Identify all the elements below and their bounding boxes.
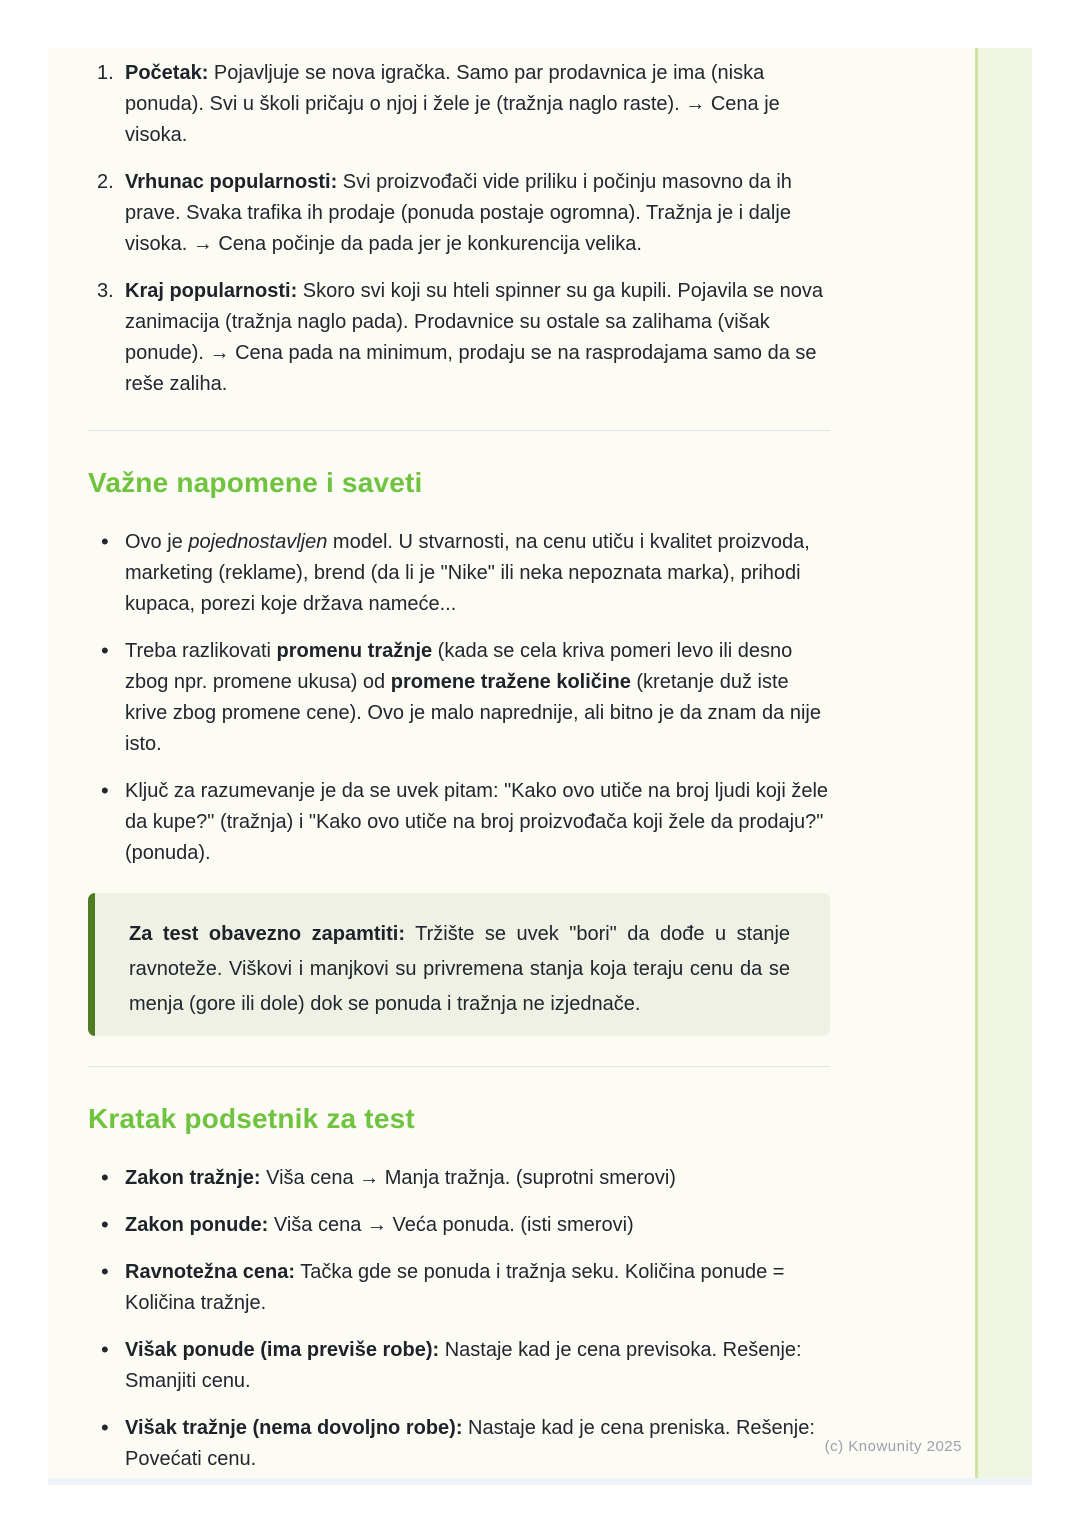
list-item bbox=[88, 1210, 830, 1241]
list-item bbox=[88, 1335, 830, 1397]
list-item bbox=[88, 1163, 830, 1194]
test-tip-callout bbox=[88, 893, 830, 1036]
list-number: 2. bbox=[97, 171, 114, 193]
page-right-edge-strip bbox=[975, 48, 1032, 1478]
section-heading-recap: Kratak podsetnik za test bbox=[88, 1103, 415, 1134]
callout-lead-bold: Za test obavezno zapamtiti: bbox=[129, 923, 405, 945]
numbered-list-item bbox=[88, 276, 830, 400]
item-lead-bold: Ravnotežna cena: bbox=[125, 1261, 296, 1283]
note-page bbox=[48, 48, 1032, 1478]
list-number: 1. bbox=[97, 62, 114, 84]
notes-bullet-list bbox=[88, 527, 830, 869]
list-item bbox=[88, 636, 830, 760]
section-divider bbox=[88, 430, 830, 431]
item-text: model. U stvarnosti, na cenu utiču i kvalitet proizvoda, marketing (reklame), brend (da li je "Nike" ili neka nepoznata marka), prihodi kupaca, porezi koje država nameće... bbox=[125, 531, 810, 615]
numbered-list-item bbox=[88, 58, 830, 151]
callout-body: Tržište se uvek "bori" da dođe u stanje ravnoteže. Viškovi i manjkovi su privremena stanja koja teraju cenu da se menja (gore ili dole) dok se ponuda i tražnja ne izjednače. bbox=[129, 923, 791, 1015]
list-item bbox=[88, 527, 830, 620]
section-divider bbox=[88, 1066, 830, 1067]
item-lead-bold: Kraj popularnosti: bbox=[125, 280, 298, 302]
note-content bbox=[88, 58, 830, 1478]
item-text: Ključ za razumevanje je da se uvek pitam: "Kako ovo utiče na broj ljudi koji žele da kupe?" (tražnja) i "Kako ovo utiče na broj proizvođača koji žele da prodaju?" (ponuda). bbox=[125, 780, 829, 864]
item-text: Nastaje kad je cena preniska. Rešenje: Povećati cenu. bbox=[125, 1417, 815, 1470]
list-number: 3. bbox=[97, 280, 114, 302]
item-text: Viša cena → Veća ponuda. (isti smerovi) bbox=[268, 1214, 634, 1236]
item-text: Pojavljuje se nova igračka. Samo par prodavnica je ima (niska ponuda). Svi u školi pričaju o njoj i žele je (tražnja naglo raste). → Cena je visoka. bbox=[125, 62, 780, 146]
item-text: (kretanje duž iste krive zbog promene cene). Ovo je malo naprednije, ali bitno je da znam da nije isto. bbox=[125, 671, 821, 755]
item-text: Svi proizvođači vide priliku i počinju masovno da ih prave. Svaka trafika ih prodaje (ponuda postaje ogromna). Tražnja je i dalje visoka. → Cena počinje da pada jer je konkurencija velika. bbox=[125, 171, 792, 255]
item-lead-bold: Višak tražnje (nema dovoljno robe): bbox=[125, 1417, 463, 1439]
item-lead-bold: Višak ponude (ima previše robe): bbox=[125, 1339, 440, 1361]
item-text: Skoro svi koji su hteli spinner su ga kupili. Pojavila se nova zanimacija (tražnja naglo pada). Prodavnice su ostale sa zalihama (višak ponude). → Cena pada na minimum, prodaju se na rasprodajama samo da se reše zaliha. bbox=[125, 280, 824, 395]
lifecycle-numbered-list bbox=[88, 58, 830, 400]
item-text: Treba razlikovati bbox=[125, 640, 277, 662]
numbered-list-item bbox=[88, 167, 830, 260]
item-text-bold: promene tražene količine bbox=[390, 671, 631, 693]
item-text: (kada se cela kriva pomeri levo ili desno zbog npr. promene ukusa) od bbox=[125, 640, 793, 693]
copyright-watermark: (c) Knowunity 2025 bbox=[824, 1438, 962, 1455]
callout-text bbox=[129, 917, 790, 1022]
recap-bullet-list bbox=[88, 1163, 830, 1475]
item-text: Tačka gde se ponuda i tražnja seku. Količina ponude = Količina tražnje. bbox=[125, 1261, 785, 1314]
item-text: Viša cena → Manja tražnja. (suprotni smerovi) bbox=[260, 1167, 676, 1189]
section-heading-notes: Važne napomene i saveti bbox=[88, 467, 423, 498]
list-item bbox=[88, 776, 830, 869]
item-lead-bold: Zakon tražnje: bbox=[125, 1167, 261, 1189]
item-text: Nastaje kad je cena previsoka. Rešenje: Smanjiti cenu. bbox=[125, 1339, 802, 1392]
item-text-italic: pojednostavljen bbox=[188, 531, 328, 553]
list-item bbox=[88, 1257, 830, 1319]
item-lead-bold: Vrhunac popularnosti: bbox=[125, 171, 338, 193]
next-page-top-edge bbox=[48, 1478, 1032, 1485]
item-text: Ovo je bbox=[125, 531, 189, 553]
item-lead-bold: Zakon ponude: bbox=[125, 1214, 269, 1236]
list-item bbox=[88, 1413, 830, 1475]
item-text-bold: promenu tražnje bbox=[276, 640, 433, 662]
item-lead-bold: Početak: bbox=[125, 62, 209, 84]
